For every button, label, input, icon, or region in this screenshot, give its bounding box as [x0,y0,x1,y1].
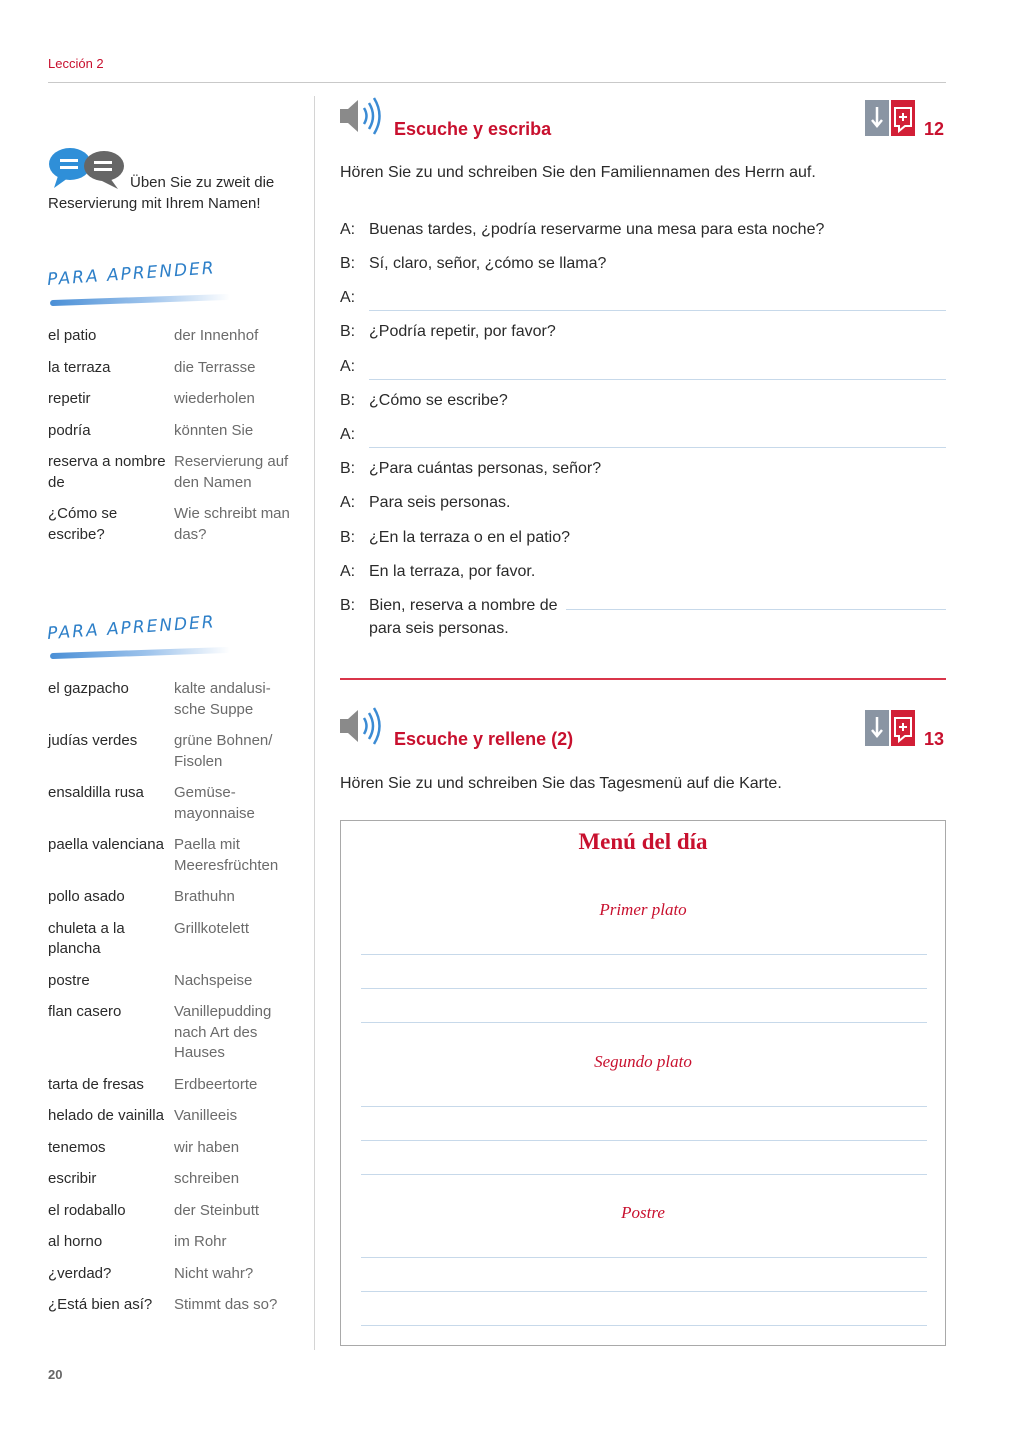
vocab-spanish: flan casero [48,1003,122,1020]
vocab-german: der Steinbutt [174,1201,260,1219]
dialogue-text: Buenas tardes, ¿podría reservarme una mesa para esta noche? [369,221,825,238]
write-line[interactable] [361,1022,927,1023]
vocab-row [48,679,298,720]
dialogue-speaker: B: [340,255,356,272]
section-divider [340,678,946,680]
write-line[interactable] [361,988,927,989]
vocab-spanish: postre [48,971,90,989]
dialogue-line [340,529,946,551]
answer-line[interactable] [369,379,946,380]
para-aprender-heading-1 [46,258,217,290]
practice-note-text: Üben Sie zu zweit die Reservierung mit Ihrem Namen! [48,174,275,212]
write-line[interactable] [361,1325,927,1326]
vocab-row [48,783,298,824]
vocab-spanish: chuleta a la plancha [48,919,125,957]
vocab-spanish: ¿Cómo se escribe? [48,505,118,543]
vocab-spanish: tarta de fresas [48,1075,144,1093]
vocab-row [48,1106,298,1127]
dialogue-speaker: A: [340,426,356,443]
dialogue-speaker: A: [340,221,356,238]
answer-line[interactable] [566,609,946,610]
vocab-german: kalte andalusi-sche Suppe [174,680,271,718]
dialogue-text: ¿En la terraza o en el patio? [369,529,571,546]
dialogue-text: ¿Para cuántas personas, señor? [369,460,602,477]
exercise-12-number: 12 [924,119,945,139]
lesson-label: Lección 2 [48,56,104,71]
vocab-german: grüne Bohnen/ Fisolen [174,732,273,770]
answer-line[interactable] [369,310,946,311]
dialogue-line [340,323,946,345]
vocab-german: Nachspeise [174,971,253,989]
vocab-spanish: ensaldilla rusa [48,784,144,801]
vocab-row [48,919,298,960]
menu-title: Menú del día [578,829,708,854]
write-line[interactable] [361,1174,927,1175]
dialogue-line [340,460,946,482]
vocab-spanish: al horno [48,1233,103,1250]
dialogue-continuation: para seis personas. [369,620,509,637]
vocab-spanish: paella valenciana [48,836,164,853]
exercise-12-title: Escuche y escriba [394,119,552,139]
vocab-spanish: ¿Está bien así? [48,1296,153,1313]
vocab-german: Gemüse-mayonnaise [174,784,255,822]
vocab-german: Vanillepudding nach Art des Hauses [174,1003,272,1061]
top-divider [48,82,946,83]
speaker-icon [338,706,384,746]
vocab-list-1 [48,326,298,556]
vocab-german: wiederholen [174,390,255,407]
vocab-spanish: ¿verdad? [48,1264,112,1282]
page-number: 20 [48,1367,63,1382]
para-aprender-heading-2 [46,612,217,644]
vocab-row [48,421,298,442]
vocab-german: Vanilleeis [174,1107,238,1124]
vocab-row [48,1169,298,1190]
write-line[interactable] [361,1291,927,1292]
dialogue-line [340,392,946,414]
dialogue-speaker: A: [340,494,356,511]
practice-note [48,172,298,214]
vocab-row [48,1138,298,1159]
dialogue-speaker: B: [340,597,356,614]
vocab-row [48,358,298,379]
speaker-icon [338,96,384,136]
write-line[interactable] [361,1257,927,1258]
vocab-row [48,887,298,908]
vocab-german: Nicht wahr? [174,1264,254,1282]
dialogue-line [340,358,946,380]
dialogue-speaker: B: [340,529,356,546]
vocab-spanish: helado de vainilla [48,1107,164,1124]
vocab-row [48,326,298,347]
vocab-spanish: judías verdes [48,732,138,749]
dialogue-text: Para seis personas. [369,494,511,511]
vocab-list-2 [48,679,298,1327]
vocab-row [48,504,298,545]
exercise-13-number: 13 [924,729,945,749]
vocab-german: Wie schreibt man das? [174,505,290,543]
dialogue-line [340,494,946,516]
vocab-spanish: tenemos [48,1138,106,1156]
dialogue-text: ¿Podría repetir, por favor? [369,323,556,340]
exercise-13-instruction: Hören Sie zu und schreiben Sie das Tagesmenü auf die Karte. [340,775,782,792]
column-divider [314,96,315,1350]
dialogue-speaker: A: [340,563,356,580]
vocab-german: Erdbeertorte [174,1075,258,1093]
vocab-spanish: repetir [48,390,91,407]
dialogue-line [340,255,946,277]
vocab-spanish: el patio [48,327,97,344]
vocab-row [48,1002,298,1064]
vocab-row [48,1264,298,1285]
vocab-german: Stimmt das so? [174,1296,278,1313]
vocab-row [48,835,298,876]
answer-line[interactable] [369,447,946,448]
vocab-row [48,1201,298,1222]
download-audio-icon[interactable] [865,100,915,136]
dialogue-text: ¿Cómo se escribe? [369,392,508,409]
dialogue-speaker: B: [340,323,356,340]
dialogue-text: Bien, reserva a nombre de [369,597,558,614]
exercise-13-title: Escuche y rellene (2) [394,729,574,749]
para-aprender-underline [50,294,230,306]
vocab-spanish: el rodaballo [48,1201,126,1219]
dialogue-speaker: B: [340,460,356,477]
vocab-spanish: pollo asado [48,888,125,905]
vocab-german: wir haben [174,1138,240,1156]
vocab-spanish: podría [48,421,91,439]
vocab-spanish: escribir [48,1170,97,1187]
dialogue-speaker: A: [340,358,356,375]
vocab-german: Reservierung auf den Namen [174,453,289,491]
vocab-row [48,971,298,992]
vocab-german: Grillkotelett [174,919,250,937]
vocab-row [48,1232,298,1253]
dialogue-line [340,563,946,585]
dialogue-line [340,597,946,619]
para-aprender-title: PARA APRENDER [46,258,217,290]
course-postre: Postre [621,1203,665,1222]
dialogue-line [340,221,946,243]
dialogue-speaker: A: [340,289,356,306]
vocab-spanish: reserva a nombre de [48,453,166,491]
vocab-row [48,389,298,410]
exercise-12-instruction: Hören Sie zu und schreiben Sie den Familiennamen des Herrn auf. [340,164,816,181]
dialogue-speaker: B: [340,392,356,409]
vocab-spanish: el gazpacho [48,680,129,697]
vocab-row [48,1075,298,1096]
para-aprender-title: PARA APRENDER [46,612,217,644]
dialogue-text: En la terraza, por favor. [369,563,536,580]
vocab-german: die Terrasse [174,358,256,376]
dialogue-line [340,426,946,448]
vocab-german: im Rohr [174,1233,227,1250]
dialogue-text: Sí, claro, señor, ¿cómo se llama? [369,255,607,272]
vocab-german: Paella mit Meeresfrüchten [174,836,279,874]
vocab-german: Brathuhn [174,888,235,905]
course-primer-plato: Primer plato [599,900,687,919]
para-aprender-underline [50,647,230,659]
vocab-row [48,452,298,493]
dialogue-line [340,289,946,311]
course-segundo-plato: Segundo plato [594,1052,692,1071]
download-audio-icon[interactable] [865,710,915,746]
write-line[interactable] [361,1140,927,1141]
vocab-row [48,731,298,772]
write-line[interactable] [361,954,927,955]
vocab-row [48,1295,298,1316]
vocab-german: schreiben [174,1170,240,1187]
vocab-spanish: la terraza [48,358,111,376]
vocab-german: der Innenhof [174,327,259,344]
menu-card [340,820,946,1346]
write-line[interactable] [361,1106,927,1107]
vocab-german: könnten Sie [174,421,254,439]
